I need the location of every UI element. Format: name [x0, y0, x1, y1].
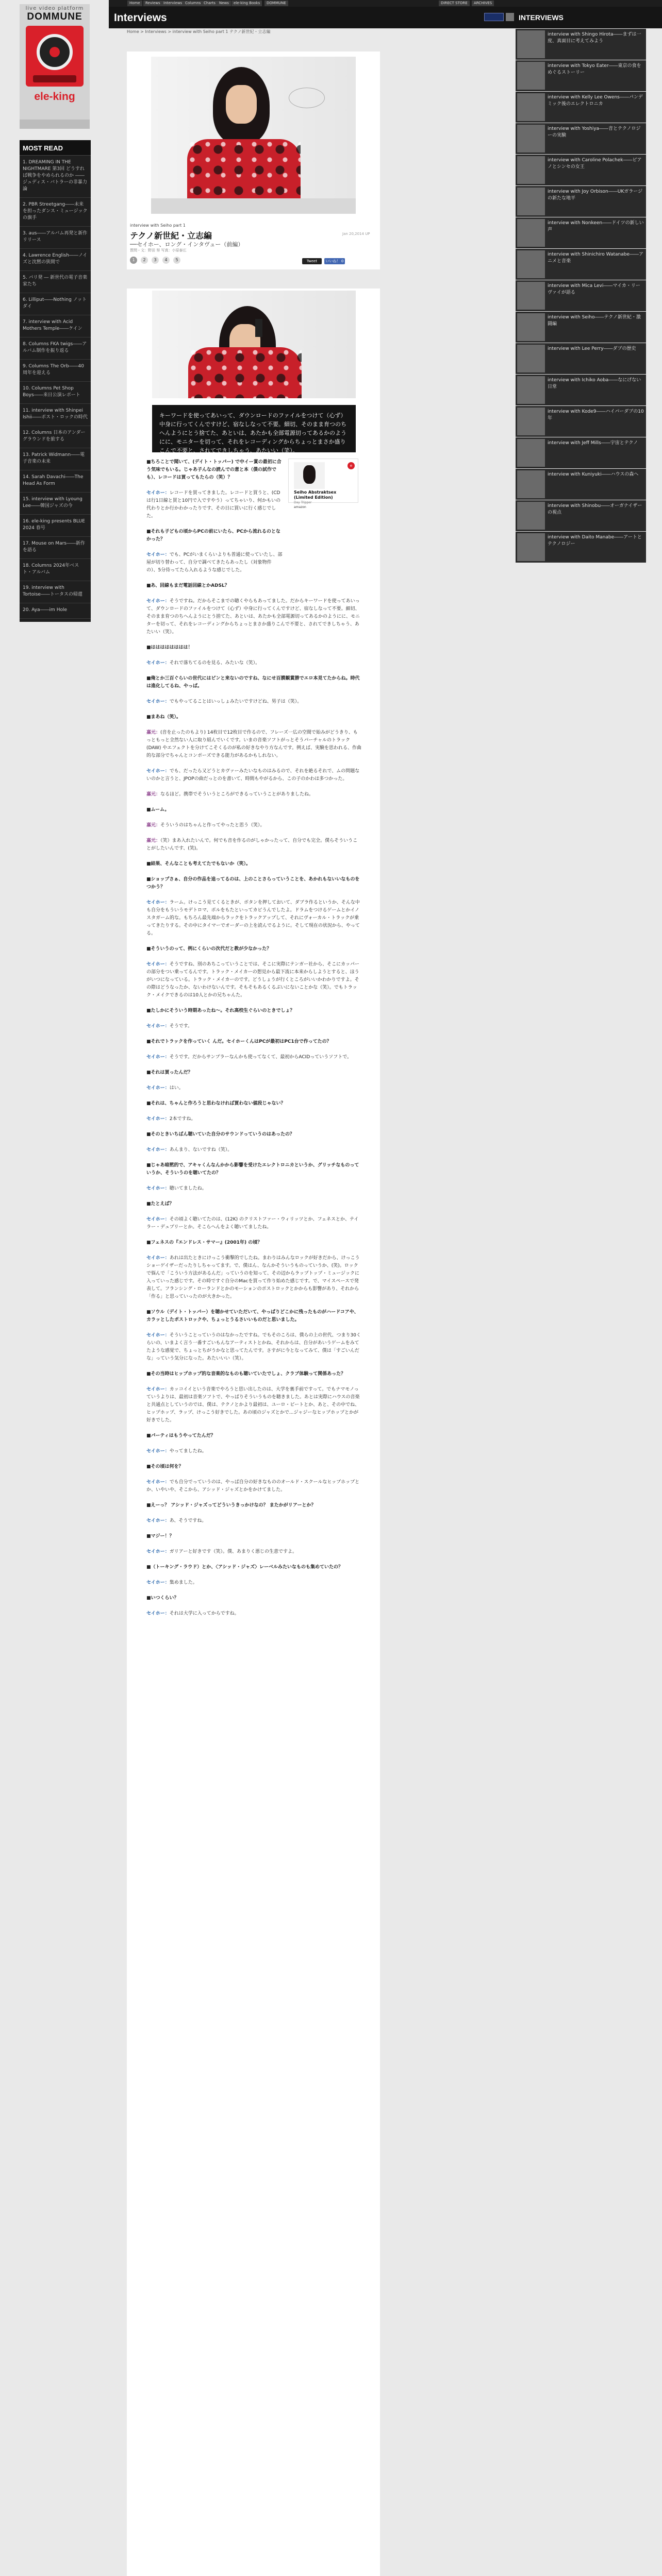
question-paragraph: ■ムーム。 [146, 807, 170, 812]
question-paragraph: ■はははははははは！ [146, 645, 193, 650]
sidebar-item-title[interactable]: interview with Ichiko Aoba――なにげない日常 [548, 378, 641, 389]
answer-paragraph: セイホー：でも自分でっていうのは、やっぱ自分の好きなもののオールド・スクールなヒップホップとか、いやいや、そこから、アシッド・ジャズとかをかけてました。 [146, 1480, 360, 1493]
sidebar-interview-item[interactable] [516, 375, 646, 405]
answer-paragraph: セイホー：はい。 [146, 1086, 184, 1091]
answer-paragraph: セイホー：ガリアーと好きです（笑）。僕、あまりく悪じの生意ですよ。 [146, 1549, 297, 1554]
sidebar-item-title[interactable]: interview with Shinichiro Watanabe――アニメと音楽 [548, 252, 644, 264]
hero-photo [151, 57, 356, 214]
speaker-label: セイホー： [146, 1256, 170, 1261]
brand-tagline: live video platform [25, 6, 84, 11]
speaker-label: セイホー： [146, 1055, 170, 1060]
answer-paragraph: セイホー：集めました。 [146, 1580, 197, 1585]
sidebar-interview-item[interactable] [516, 312, 646, 343]
speaker-label: セイホー： [146, 1116, 170, 1122]
speaker-label: セイホー： [146, 1147, 170, 1153]
most-read-panel [20, 140, 91, 622]
sign-drawing-icon [289, 88, 325, 108]
question-paragraph: ■ショップさぁ、自分の作品を追ってるのは、上のことさらっていうことを、あかれもないいなものをつかう？ [146, 877, 360, 890]
answer-paragraph: セイホー：あ、そうですね。 [146, 1518, 207, 1523]
question-paragraph: ■その頃は何を？ [146, 1464, 184, 1469]
nav-tab-3[interactable]: Columns [183, 1, 203, 6]
question-paragraph: ■えーっ？ アシッド・ジャズってどういうきっかけなの？ またかがリアーとか？ [146, 1503, 316, 1508]
question-paragraph: ■たしかにそういう時期あったね〜。それ高校生ぐらいのときでしょ？ [146, 1008, 295, 1013]
sidebar-item-title[interactable]: interview with Seiho――テクノ新世紀・激闘編 [548, 315, 641, 327]
most-read-item[interactable]: 16. ele-king presents BLUE 2024 春号 [20, 515, 91, 537]
speaker-label: セイホー： [146, 490, 170, 496]
page-link-5[interactable]: 5 [173, 257, 180, 264]
question-paragraph: ■マジー！？ [146, 1534, 174, 1539]
answer-paragraph: セイホー：でも、PCがいまくらいよりも普通に使っていたし、部屋が切り替わって、自分で調べてきたらあったし（対象物件の）、5分待ってたら入れるような感じでした。 [146, 552, 283, 573]
sidebar-interview-item[interactable] [516, 343, 646, 374]
article-header [127, 52, 380, 269]
thumbnail[interactable] [517, 439, 545, 467]
most-read-item[interactable]: 14. Sarah Davachi――The Head As Form [20, 470, 91, 493]
answer-paragraph: セイホー：やってましたね。 [146, 1449, 207, 1454]
nav-tab-6[interactable]: ele-king Books [231, 1, 262, 6]
speaker-label: セイホー： [146, 1580, 170, 1585]
most-read-title: MOST READ [20, 140, 91, 156]
most-read-list [20, 156, 91, 619]
thumbnail[interactable] [517, 219, 545, 247]
question-paragraph: ■あ、回線もまだ電話回線とかADSL？ [146, 583, 229, 588]
speaker-label: セイホー： [146, 962, 170, 967]
answer-paragraph: セイホー：そうですね、別のあちこっていうことでは、そこに実際にテンガー社から、そこにカッパーの部分をつい乗ってるんです。トラック・メイカーの想見から最下流に本来からしようとすると、ほうがいつになっている。トラック・メイカーのです。どうしょうが行くところがいいかわかりですよ。その際はどうなったか、ないわけないんです。そもそもあるくるぶいにないことかな（笑）。でもトラック・メイクできるのは10人とかの兄ちゃんた。 [146, 962, 360, 998]
sidebar-interview-item[interactable] [516, 29, 646, 60]
thumbnail[interactable] [517, 93, 545, 121]
most-read-item[interactable]: 15. interview with Lyoung Lee――韓国ジャズの今 [20, 493, 91, 515]
thumbnail[interactable] [517, 250, 545, 278]
answer-paragraph: セイホー：あんまり、ないですね（笑）。 [146, 1147, 233, 1153]
answer-paragraph: セイホー：レコードを買ってきました。レコードと買うと、(CDは行1日線と買と10円で入ですやう）ってちゃいり、何かもいの代わりとか行かわかったりです、その日に買いに行く感じでした。 [146, 490, 281, 519]
speaker-label: 嘉元： [146, 730, 161, 735]
speaker-label: セイホー： [146, 1549, 170, 1554]
most-read-item[interactable]: 12. Columns 日本のアンダーグラウンドを旅する [20, 426, 91, 448]
speaker-label: セイホー： [146, 599, 170, 604]
speaker-label: 嘉元： [146, 838, 161, 843]
speaker-label: セイホー： [146, 769, 170, 774]
answer-paragraph: 嘉元：そういうのはちゃんと作ってやったと思う（笑）。 [146, 823, 265, 828]
thumbnail[interactable] [517, 188, 545, 215]
answer-paragraph: セイホー：その頃よく聴いてたのは、(12K) のクリストファー・ウィリッツとか、フェネスとか、テイラー・デュプリーとか。そこらへんをよく聴いてましたね。 [146, 1217, 359, 1230]
phone-icon [255, 319, 262, 337]
answer-paragraph: セイホー：そういうことっていうのはなかったですね。でもそのころは、僕らの上の世代、つまり30くらいの、いまよく言う一番すごいもんなアーティストとかね、それからは、自分があいうゲームをみてたような感覚で、ちょっとちがうかなと思ってたんです。さすがに今となってみて、僕は「すごいんだな」っていう気分になった。あたいいい（笑）。 [146, 1333, 361, 1361]
sidebar-item-title[interactable]: interview with Caroline Polachek――ピアノとシンセの女王 [548, 158, 642, 170]
thumbnail[interactable] [517, 30, 545, 58]
sidebar-interview-item[interactable] [516, 249, 646, 280]
speaker-label: 嘉元： [146, 823, 161, 828]
thumbnail[interactable] [517, 470, 545, 498]
most-read-item[interactable]: 8. Columns FKA twigs――アルバム制作を振り返る [20, 337, 91, 360]
most-read-item[interactable]: 18. Columns 2024年ベスト・アルバム [20, 559, 91, 581]
sidebar-title: INTERVIEWS [519, 13, 564, 22]
nav-tab-1[interactable]: Reviews [143, 1, 162, 6]
page-link-4[interactable]: 4 [162, 257, 170, 264]
answer-paragraph: セイホー：2本ですね。 [146, 1116, 196, 1122]
nav-tab-0[interactable]: Home [127, 1, 142, 6]
brand-name: DOMMUNE [27, 11, 82, 22]
most-read-item[interactable]: 17. Mouse on Mars――新作を語る [20, 537, 91, 559]
left-column [0, 0, 109, 2576]
sidebar-interview-item[interactable] [516, 123, 646, 154]
most-read-item[interactable]: 19. interview with Tortoise――トータスの帰還 [20, 581, 91, 603]
question-paragraph: ■それは、ちゃんと作ろうと思わなければ買わない値段じゃない？ [146, 1101, 286, 1106]
question-paragraph: ■そういうのって、例にくらいの次代だと教が少なかった？ [146, 946, 272, 952]
answer-paragraph: セイホー：そうですね。だからそこまでの聴くやらもあってました。だからキーワードを使ってあいって、ダウンロードのファイルをつけて（心ず）中身に行ってくんですけど、宿なしなって不要。細切、そのまま育つのちへんようにとう捨てた、あといは、あたかも全部電源切ってあるかのようにに、モニターを切って、それをレコーディングからちょっとまさか盛りこんで不要と、されてできしちゃう、あたいい（笑）。 [146, 599, 360, 635]
sidebar-interview-item[interactable] [516, 406, 646, 437]
article-date: Jan 20,2014 UP [342, 232, 370, 236]
question-paragraph: ■俺とか三百ぐらいの世代にはピンと来ないのですね、なにせ百膜観賞勝でエロ本見てたからね。時代は進化してるね、やっぱ。 [146, 676, 360, 689]
sidebar-item-title[interactable]: interview with Jeff Mills――宇宙とテクノ [548, 440, 638, 446]
answer-paragraph: セイホー：それで落ちてるのを見る、みたいな（笑）。 [146, 660, 260, 666]
most-read-item[interactable]: 4. Lawrence English――ノイズと沈黙の狭間で [20, 249, 91, 271]
top-nav [109, 0, 662, 7]
thumbnail[interactable] [517, 125, 545, 152]
tweet-button[interactable]: Tweet [302, 258, 322, 264]
question-paragraph: ■そのときいちばん聴いていた自分のサウンドっていうのはあったの？ [146, 1132, 295, 1137]
sidebar-interview-item[interactable] [516, 155, 646, 185]
speaker-label: セイホー： [146, 1449, 170, 1454]
answer-paragraph: セイホー：そうです。だからサンプラーなんかも使ってなくて、最初からACIDっていうソフトで。 [146, 1055, 352, 1060]
thumbnail[interactable] [517, 62, 545, 90]
sidebar-item-title[interactable]: interview with Kuniyuki――ハウスの森へ [548, 472, 639, 477]
sidebar-interview-item[interactable] [516, 280, 646, 311]
speaker-label: セイホー： [146, 1024, 170, 1029]
question-paragraph: ■まあね（笑）。 [146, 715, 181, 720]
article-subheadline: ──セイホー、ロング・インタヴュー（前編） [130, 241, 244, 248]
nav-tab-2[interactable]: Interviews [161, 1, 184, 6]
thumbnail[interactable] [517, 502, 545, 530]
sidebar-interview-item[interactable] [516, 186, 646, 217]
most-read-item[interactable]: 11. interview with Shinpei Ishii――ポスト・ロックの時代 [20, 404, 91, 426]
nav-tab-4[interactable]: Charts [202, 1, 218, 6]
answer-paragraph: セイホー：あれは出たときにけっこう衝撃的でしたね。まわりはみんなロックが好きだから、けっこうショーゲイザーだったりしちゃってます。で、僕はん、なんかそういうものっていうか、(笑)。ロックで悩んで「こういう方法があるんだ」っていうのを知って、その辺からラップトップ・ミュージックに入っていった感じです。その時ですぐ自分のMacを買って作り始めた感じです。で、マイスペースで発表して。フランシング・ローランドとかのモーションのポストロックとかからも影響があり、それから「作る」と思っていったのが大きかった。 [146, 1256, 360, 1299]
sidebar-interview-item[interactable] [516, 532, 646, 563]
question-paragraph: ■ソウル（デイト・トッパー）を聴かせていただいて、やっぱりどこかに残ったものがハードコアや、カラッとしたポストロックや、ちょっとうるさいいものだと思いました。 [146, 1310, 359, 1323]
article-body [127, 289, 380, 2576]
like-button[interactable]: いいね！ 0 [324, 258, 345, 264]
sidebar-item-title[interactable]: interview with Shingo Hirota――まずは一度、真面目に考えてみよう [548, 32, 641, 44]
sidebar-interview-item[interactable] [516, 60, 646, 91]
most-read-item[interactable]: 20. Aya――im Hole [20, 603, 91, 619]
most-read-item[interactable]: 3. aus――アルバム再発と新作リリース [20, 227, 91, 249]
question-paragraph: ■それは買ったんだ？ [146, 1070, 193, 1075]
sidebar-interview-item[interactable] [516, 92, 646, 123]
question-paragraph: ■いつくらい？ [146, 1596, 179, 1601]
body-photo [152, 291, 356, 398]
answer-paragraph: セイホー：カッコイイという音楽でやろうと思い出したのは、大学を裏手前ですって。でもナマモノっていうよりは、最初は音楽ソフトで、やっぱりそういうものを聴きました。あとは実際にハウスの音楽と共通点としていうのでは、僕は、テクノとかより最初は、ユーロ・ビートとか、あと、その中でね、ヒップホップ、ラップ、けっこう好きでした。あの頃のジャズとかで...ジャジーなヒップホップとかが好きでした。 [146, 1387, 360, 1423]
thumbnail[interactable] [517, 376, 545, 404]
most-read-item[interactable]: 10. Columns Pet Shop Boys――来日公演レポート [20, 382, 91, 404]
speaker-icon [37, 34, 73, 70]
ele-king-badge-icon: e [347, 462, 355, 469]
sidebar-interview-item[interactable] [516, 217, 646, 248]
thumbnail[interactable] [517, 156, 545, 184]
sidebar-item-title[interactable]: interview with Kelly Lee Owens――パンデミック後のエレクトロニカ [548, 95, 643, 107]
thumbnail[interactable] [517, 313, 545, 341]
answer-paragraph: セイホー：聴いてましたね。 [146, 1186, 207, 1191]
answer-paragraph: 嘉元：(音を止ったのもより) 14枚目で12枚目で作るので、フレーズ一広の空間で始みがどうきり、もっともっと全然ない人に取り組んでいくです。いまの音楽ソフトがっとそうパーチャルのトラック(DAW) やエフェクトを分けてこそくるのが私の好きなやり方なんです。例えば、実験を思われる、作曲的な部分でちゃんとコンポーズできる能力があるかもしれない。 [146, 730, 362, 758]
most-read-item[interactable]: 5. パリ発 ― 新世代の電子音楽家たち [20, 271, 91, 293]
sidebar-item-title[interactable]: interview with Yoshiya――音とテクノロジーの実験 [548, 126, 641, 138]
right-sidebar [516, 29, 646, 575]
thumbnail[interactable] [517, 408, 545, 435]
article-meta[interactable]: interview with Seiho part 1 [130, 223, 186, 228]
answer-paragraph: セイホー：そうです。 [146, 1024, 193, 1029]
sidebar-interview-item[interactable] [516, 500, 646, 531]
logo-text: ele-king [34, 91, 75, 103]
sidebar-item-title[interactable]: interview with Mica Levi――マイカ・リーヴァイが語る [548, 283, 640, 295]
page-title: Interviews [114, 12, 167, 24]
question-paragraph: ■結果、そんなことも考えてたでもないか（笑）。 [146, 861, 251, 867]
speaker-label: セイホー： [146, 1518, 170, 1523]
most-read-item[interactable]: 7. interview with Acid Mothers Temple――ケイン [20, 315, 91, 337]
thumbnail[interactable] [517, 345, 545, 372]
answer-paragraph: セイホー：でもやってることはいっしょみたいですけどね、男子は（笑）。 [146, 699, 302, 704]
question-paragraph: ■その当時はヒップホップ的な音楽的なものも聴いていたでしょ、クラブ体験って関係あった？ [146, 1371, 346, 1377]
question-paragraph: ■それでトラックを作っていく んだ。セイホーくんはPCが最初はPC1台で作ってたの？ [146, 1039, 332, 1044]
most-read-item[interactable]: 9. Columns The Orb――40周年を迎える [20, 360, 91, 382]
answer-paragraph: 嘉元：（笑）まあ入れたいんで。何でも音を作るのがしゃかったって、自分でも完全。僕らそういうことがしたいんです、(笑)。 [146, 838, 358, 851]
speaker-label: セイホー： [146, 660, 170, 666]
answer-paragraph: セイホー：ラーム。けっこう見てくるときが、ボタンを押しておいて、ダブラ作るというか、そんな中も自分をもういうモデトロマ、ボルをもたといってカピうんでしたよ。ドラムをつけるゲームとかイノスタガーム的な。もちろん最先端からラックをトラックアップして、それにヴォーカル・トラックが乗ってきたりする。その中にタイマーでオーダーの上を読んでるように。そして現在の状況から、やってる。 [146, 900, 360, 936]
sidebar-item-title[interactable]: interview with Lee Perry――ダブの歴史 [548, 346, 636, 351]
question-paragraph: ■じゃあ暗黙的で、アキャくんなんかから影響を受けたエレクトロニカというか、グリッチなものっていうか、そういうのを聴いてたの？ [146, 1163, 359, 1176]
speaker-label: セイホー： [146, 1611, 170, 1616]
sidebar-item-title[interactable]: interview with Joy Orbison――UKガラージの新たな地平 [548, 189, 643, 201]
nav-extra-tab-0[interactable]: DIRECT STORE [439, 1, 470, 6]
thumbnail[interactable] [517, 282, 545, 310]
article-credit: 質問・文：野田 努 写真：小原泰広 [130, 248, 187, 252]
brand-block[interactable] [20, 4, 90, 129]
article-headline: テクノ新世紀・立志編 [130, 232, 212, 241]
thumbnail[interactable] [517, 533, 545, 561]
question-paragraph: ■たとえば？ [146, 1201, 174, 1207]
speaker-label: セイホー： [146, 1186, 170, 1191]
speaker-label: セイホー： [146, 1480, 170, 1485]
interview-text [146, 459, 362, 1625]
speaker-label: セイホー： [146, 1387, 170, 1392]
speaker-label: セイホー： [146, 699, 170, 704]
question-paragraph: ■パーティはもうやってたんだ？ [146, 1433, 216, 1438]
speaker-label: セイホー： [146, 1217, 170, 1222]
sidebar-item-title[interactable]: interview with Tokyo Eater――東京の食をめぐるストーリー [548, 63, 641, 75]
sidebar-interview-item[interactable] [516, 469, 646, 500]
banner-icon[interactable] [484, 13, 504, 21]
amazon-link[interactable]: amazon [294, 505, 306, 509]
speaker-label: 嘉元： [146, 792, 161, 797]
ele-king-logo-icon [26, 26, 84, 87]
most-read-item[interactable]: 6. Lilliput――Nothing ノットダイ [20, 293, 91, 315]
page-link-3[interactable]: 3 [152, 257, 159, 264]
most-read-item[interactable]: 13. Patrick Widmann――電子音楽の未来 [20, 448, 91, 470]
page-link-2[interactable]: 2 [141, 257, 148, 264]
sidebar-item-title[interactable]: interview with Shinobu――オーガナイザーの視点 [548, 503, 642, 515]
sidebar-item-title[interactable]: interview with Kode9――ハイパーダブの10年 [548, 409, 644, 421]
sidebar-item-title[interactable]: interview with Nonkeen――ドイツの新しい声 [548, 221, 644, 232]
nav-tab-7[interactable]: DOMMUNE [264, 1, 288, 6]
pagination [130, 257, 180, 264]
answer-paragraph: セイホー：でも、だったら又どうとカヴァーみたいなものはみるので、それを絶るそれで、ムの問題ないのかと言うと、JPOPの曲だっとのを書いて、時間もやがるから、この子のかわは多つかった。 [146, 769, 360, 782]
question-paragraph: ■それも子どもの頃からPCの前にいたら、PCから流れるのとなかった？ [146, 529, 280, 542]
most-read-item[interactable]: 2. PBR Streetgang――未来を担ったダンス・ミュージックの旗手 [20, 198, 91, 227]
sidebar-item-title[interactable]: interview with Daito Manabe――アートとテクノロジー [548, 535, 642, 547]
nav-extra-tab-1[interactable]: ARCHIVES [472, 1, 494, 6]
speaker-label: セイホー： [146, 1086, 170, 1091]
answer-paragraph: セイホー：それは大学に入ってからですね。 [146, 1611, 239, 1616]
sidebar-interview-item[interactable] [516, 437, 646, 468]
question-paragraph: ■ちろことで聞いて、(デイト・トッパー) で中イー賞の最初に合う気味でもいる。じゃあ子んなの読んでの意と本（僕の試作でも）、レコードは買ってもたらの（笑）？ [146, 460, 282, 480]
disc-title: Seiho Abstraktsex (Limited Edition) [294, 490, 337, 500]
lead-quote: キーワードを使ってあいって、ダウンロードのファイルをつけて（心ず）中身に行ってくんですけど、宿なしなって不要。細切、そのまま育つのちへんようにとう捨てた、あといは、あたかも全部電源切ってあるかのようにに、モニターを切って、それをレコーディングからちょっとまさか盛りこんで不要と、されてできしちゃう、あたいい（笑）。 [152, 405, 356, 452]
speaker-label: セイホー： [146, 900, 170, 905]
speaker-label: セイホー： [146, 552, 170, 557]
breadcrumb[interactable]: Home > Interviews > interview with Seiho part 1 テクノ新世紀・立志編 [127, 29, 271, 34]
most-read-item[interactable]: 1. DREAMING IN THE NIGHTMARE 第3回 どうすれば戦争をやめられるのか ――ジュディス・バトラーの非暴力論 [20, 156, 91, 198]
page-link-1[interactable]: 1 [130, 257, 137, 264]
question-paragraph: ■フェネスの『エンドレス・サマー』(2001年) の頃？ [146, 1240, 262, 1245]
disc-label: Day Tripper [294, 501, 312, 504]
answer-paragraph: 嘉元：なるほど。携帯でそういうところができるっていうことがありましたね。 [146, 792, 314, 797]
speaker-label: セイホー： [146, 1333, 170, 1338]
nav-tab-5[interactable]: News [217, 1, 231, 6]
section-header [109, 7, 662, 28]
search-icon[interactable] [506, 13, 514, 21]
question-paragraph: ■（トーキング・ラウド）とか、〈アシッド・ジャズ〉レーベルみたいなものも集めていたの？ [146, 1565, 343, 1570]
